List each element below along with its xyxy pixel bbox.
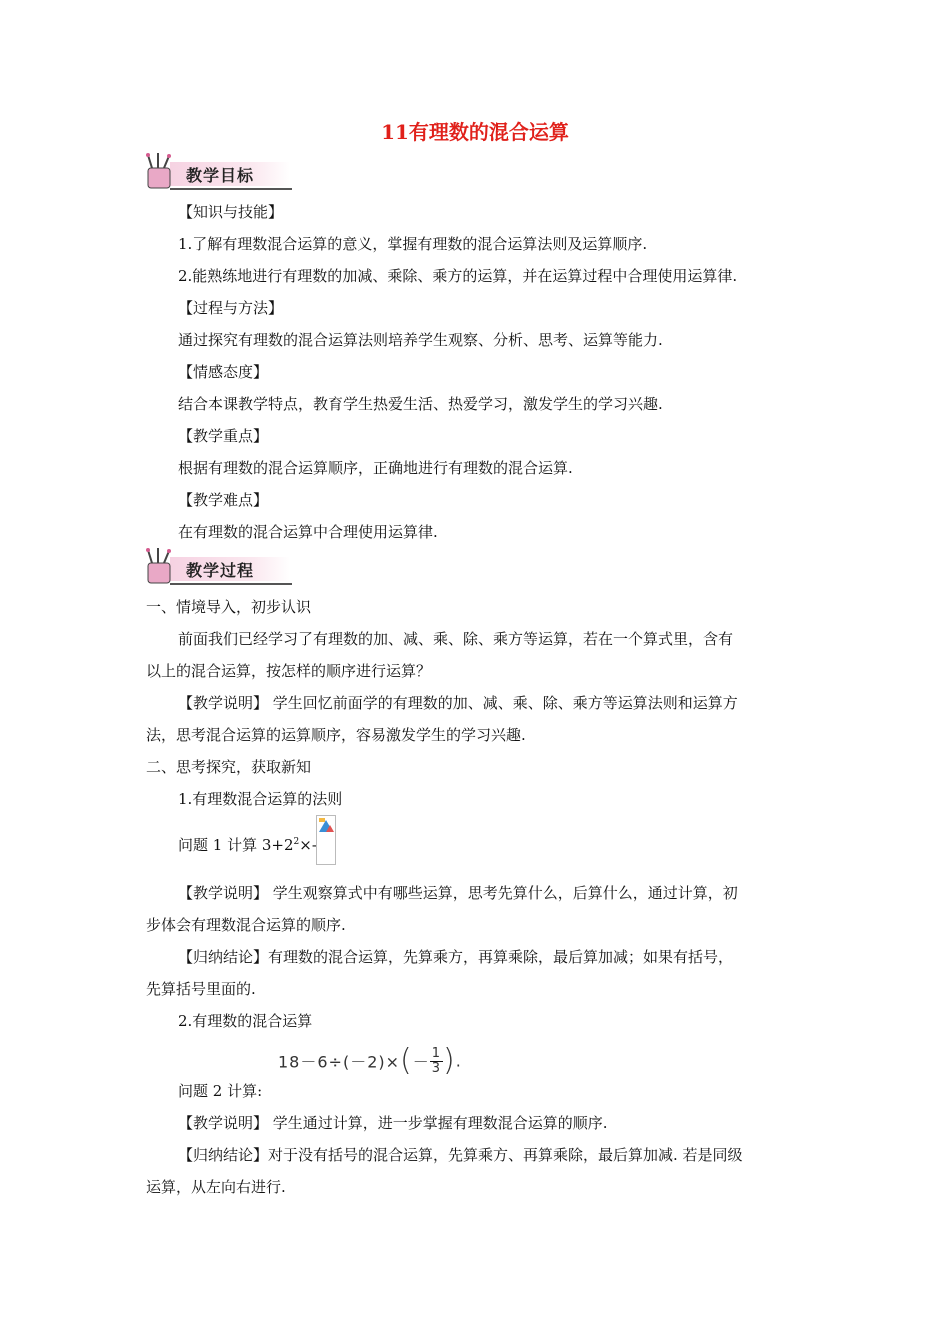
goals-text-4: 结合本课教学特点，教育学生热爱生活、热爱学习，激发学生的学习兴趣.	[178, 395, 663, 413]
goals-heading-knowledge: 【知识与技能】	[178, 203, 284, 221]
process-note-1b: 法，思考混合运算的运算顺序，容易激发学生的学习兴趣.	[146, 726, 526, 744]
process-conclusion-1b: 先算括号里面的.	[146, 980, 256, 998]
goals-text-1: 1.了解有理数混合运算的意义，掌握有理数的混合运算法则及运算顺序.	[178, 235, 648, 253]
process-conclusion-1a: 【归纳结论】有理数的混合运算，先算乘方，再算乘除，最后算加减；如果有括号，	[178, 948, 734, 966]
banner-label: 教学目标	[186, 166, 255, 185]
section-banner-process	[142, 547, 292, 587]
pencil-cup-icon	[142, 152, 182, 192]
page-title: 11有理数的混合运算	[381, 120, 569, 144]
process-conclusion-2a: 【归纳结论】对于没有括号的混合运算，先算乘方、再算乘除，最后算加减. 若是同级	[178, 1146, 743, 1164]
broken-image-icon	[316, 815, 336, 865]
fraction: $\frac{1}{3}$	[431, 1045, 442, 1076]
question-2-formula: 18－6÷(－2)×(－ $\frac{1}{3}$ ).	[278, 1043, 462, 1078]
process-text-1b: 以上的混合运算，按怎样的顺序进行运算？	[146, 662, 432, 680]
process-section-1: 一、情境导入，初步认识	[146, 598, 312, 616]
goals-text-6: 在有理数的混合运算中合理使用运算律.	[178, 523, 438, 541]
question-1: 问题 1 计算 $3+2^2\times-$	[178, 836, 317, 854]
process-sub-1: 1.有理数混合运算的法则	[178, 790, 343, 808]
banner-label: 教学过程	[186, 561, 255, 580]
goals-heading-attitude: 【情感态度】	[178, 363, 269, 381]
goals-heading-process: 【过程与方法】	[178, 299, 284, 317]
pencil-cup-icon	[142, 547, 182, 587]
goals-text-3: 通过探究有理数的混合运算法则培养学生观察、分析、思考、运算等能力.	[178, 331, 663, 349]
process-note-1a: 【教学说明】 学生回忆前面学的有理数的加、减、乘、除、乘方等运算法则和运算方	[178, 694, 738, 712]
process-note-3: 【教学说明】 学生通过计算，进一步掌握有理数混合运算的顺序.	[178, 1114, 608, 1132]
goals-heading-key: 【教学重点】	[178, 427, 269, 445]
question-2-label: 问题 2 计算:	[178, 1082, 263, 1100]
process-sub-2: 2.有理数的混合运算	[178, 1012, 313, 1030]
goals-text-5: 根据有理数的混合运算顺序，正确地进行有理数的混合运算.	[178, 459, 573, 477]
process-note-2b: 步体会有理数混合运算的顺序.	[146, 916, 346, 934]
process-text-1a: 前面我们已经学习了有理数的加、减、乘、除、乘方等运算，若在一个算式里，含有	[178, 630, 734, 648]
section-banner-goals	[142, 152, 292, 192]
process-section-2: 二、思考探究，获取新知	[146, 758, 312, 776]
goals-heading-difficulty: 【教学难点】	[178, 491, 269, 509]
goals-text-2: 2.能熟练地进行有理数的加减、乘除、乘方的运算，并在运算过程中合理使用运算律.	[178, 267, 738, 285]
process-note-2a: 【教学说明】 学生观察算式中有哪些运算，思考先算什么，后算什么，通过计算，初	[178, 884, 738, 902]
process-conclusion-2b: 运算，从左向右进行.	[146, 1178, 286, 1196]
